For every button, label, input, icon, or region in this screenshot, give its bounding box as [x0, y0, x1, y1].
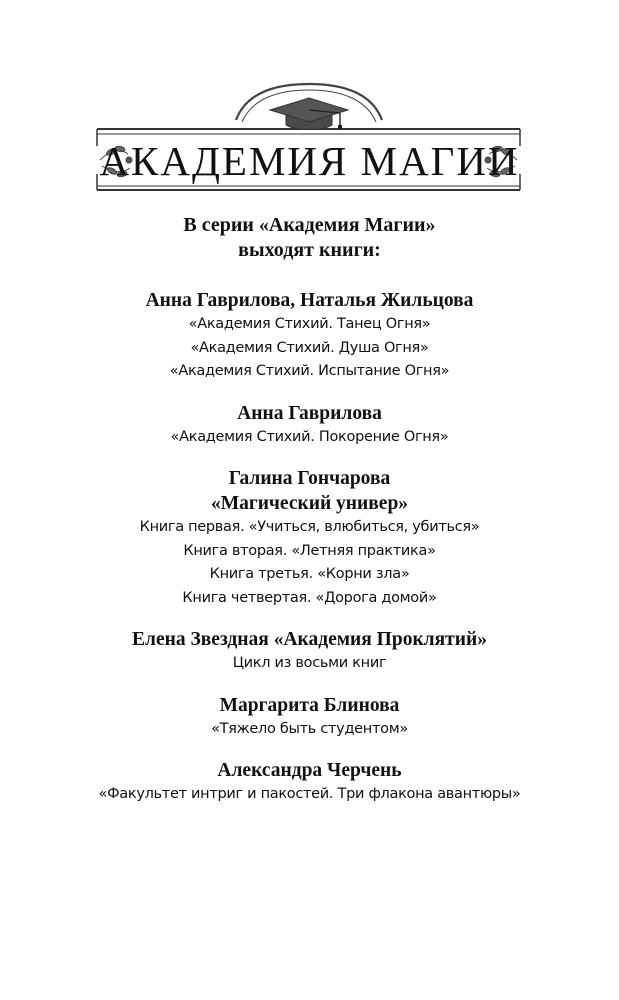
book-title: Книга четвертая. «Дорога домой» [182, 589, 437, 606]
author-block [0, 627, 619, 676]
author-block [0, 288, 619, 384]
book-title: Цикл из восьми книг [232, 655, 387, 671]
graduation-cap-icon [270, 98, 348, 130]
book-title: «Академия Стихий. Испытание Огня» [169, 363, 450, 379]
author-block [0, 693, 619, 742]
intro-line-1: В серии «Академия Магии» [183, 214, 436, 236]
author-block [0, 401, 619, 450]
intro-line-2: выходят книги: [238, 239, 381, 261]
book-title: Книга третья. «Корни зла» [209, 566, 410, 582]
book-title: «Академия Стихий. Покорение Огня» [170, 428, 449, 445]
series-subtitle: «Магический универ» [210, 493, 409, 514]
author-name: Анна Гаврилова [237, 402, 382, 424]
series-title: АКАДЕМИЯ МАГИИ [99, 138, 520, 184]
book-title: «Факультет интриг и пакостей. Три флакона авантюры» [98, 786, 521, 802]
author-name: Александра Черчень [217, 760, 402, 781]
author-block [0, 758, 619, 807]
intro-heading [0, 213, 619, 263]
author-name: Елена Звездная «Академия Проклятий» [132, 629, 487, 650]
book-list [0, 213, 619, 824]
book-title: «Академия Стихий. Танец Огня» [188, 316, 431, 332]
book-title: Книга вторая. «Летняя практика» [183, 542, 436, 559]
series-header [0, 0, 619, 200]
book-title: «Академия Стихий. Душа Огня» [190, 339, 429, 356]
author-block [0, 466, 619, 610]
author-name: Маргарита Блинова [219, 694, 400, 716]
book-title: Книга первая. «Учиться, влюбиться, убиться» [139, 519, 480, 535]
book-title: «Тяжело быть студентом» [211, 720, 408, 737]
author-name: Анна Гаврилова, Наталья Жильцова [145, 290, 474, 311]
author-name: Галина Гончарова [228, 468, 391, 489]
